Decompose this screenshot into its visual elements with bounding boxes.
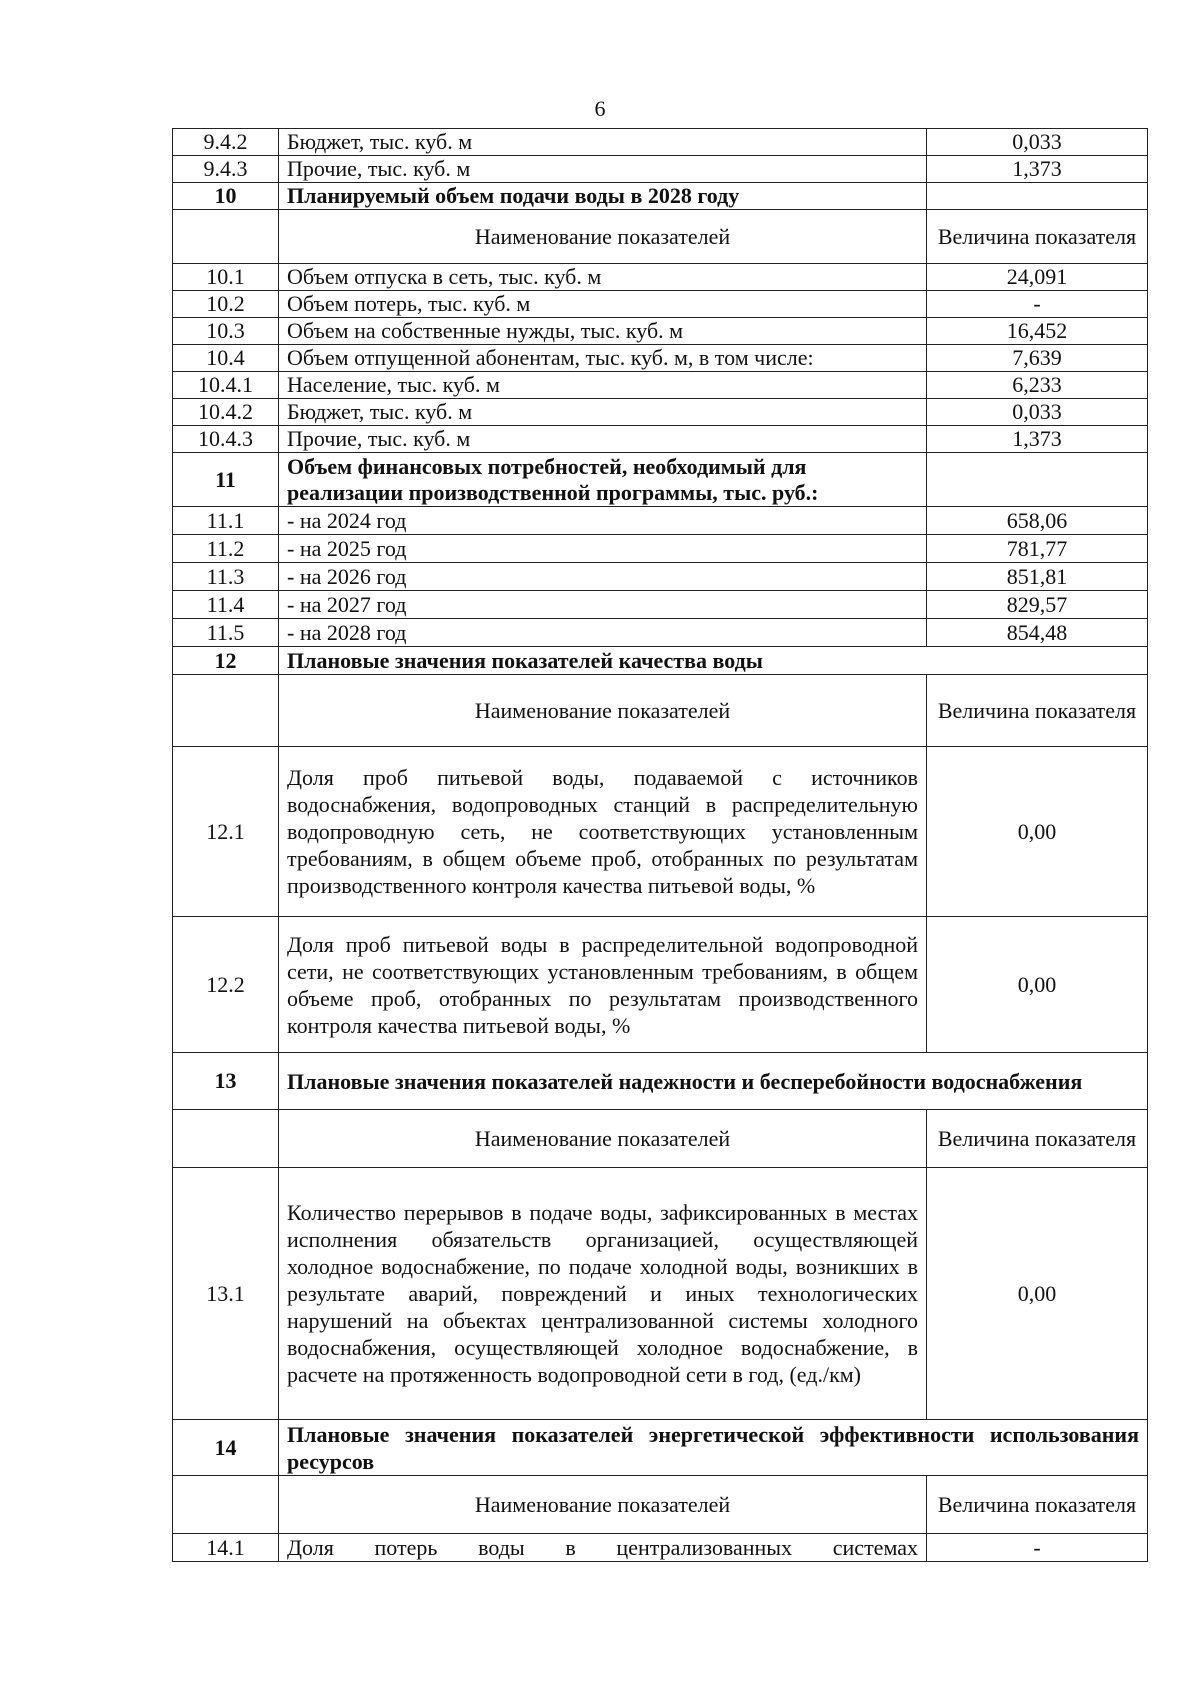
empty-cell — [173, 1110, 279, 1168]
row-value: - — [927, 291, 1148, 318]
section-number: 11 — [173, 453, 279, 507]
row-number: 10.2 — [173, 291, 279, 318]
row-value: 0,033 — [927, 399, 1148, 426]
row-number: 13.1 — [173, 1168, 279, 1420]
row-number: 12.2 — [173, 917, 279, 1053]
row-number: 11.5 — [173, 619, 279, 647]
indicator-table — [172, 128, 1148, 1562]
section-title: Плановые значения показателей энергетической эффективности использования ресурсов — [279, 1420, 1148, 1476]
section-row — [173, 183, 1148, 210]
row-name: Прочие, тыс. куб. м — [279, 426, 927, 453]
section-title: Плановые значения показателей качества воды — [279, 647, 1148, 675]
column-header-name: Наименование показателей — [279, 210, 927, 264]
row-number: 11.2 — [173, 535, 279, 563]
row-name: Количество перерывов в подаче воды, зафиксированных в местах исполнения обязательств организацией, осуществляющей холодное водоснабжение, по подаче холодной воды, возникших в результате аварий, повреждений и иных технологических нарушений на объектах централизованной системы холодного водоснабжения, осуществляющей холодное водоснабжение, в расчете на протяженность водопроводной сети в год, (ед./км) — [279, 1168, 927, 1420]
row-value: 16,452 — [927, 318, 1148, 345]
row-name: Доля проб питьевой воды в распределительной водопроводной сети, не соответствующих установленным требованиям, в общем объеме проб, отобранных по результатам производственного контроля качества питьевой воды, % — [279, 917, 927, 1053]
empty-cell — [173, 210, 279, 264]
table-row — [173, 399, 1148, 426]
table-row — [173, 372, 1148, 399]
table-row — [173, 917, 1148, 1053]
header-row — [173, 210, 1148, 264]
row-number: 9.4.3 — [173, 156, 279, 183]
table-row — [173, 747, 1148, 917]
row-value: 0,00 — [927, 747, 1148, 917]
row-name: - на 2024 год — [279, 507, 927, 535]
page-number: 6 — [594, 96, 606, 121]
table-row — [173, 535, 1148, 563]
table-row — [173, 264, 1148, 291]
row-number: 11.4 — [173, 591, 279, 619]
row-number: 9.4.2 — [173, 129, 279, 156]
row-name: Объем отпущенной абонентам, тыс. куб. м, в том числе: — [279, 345, 927, 372]
row-number: 10.1 — [173, 264, 279, 291]
section-row — [173, 647, 1148, 675]
table-row — [173, 129, 1148, 156]
column-header-value: Величина показателя — [927, 210, 1148, 264]
row-name: - на 2025 год — [279, 535, 927, 563]
row-value: 7,639 — [927, 345, 1148, 372]
row-value: 1,373 — [927, 156, 1148, 183]
row-number: 14.1 — [173, 1534, 279, 1562]
section-number: 12 — [173, 647, 279, 675]
row-number: 10.4.2 — [173, 399, 279, 426]
table-row — [173, 426, 1148, 453]
row-name: Объем на собственные нужды, тыс. куб. м — [279, 318, 927, 345]
column-header-name: Наименование показателей — [279, 1110, 927, 1168]
empty-cell — [927, 183, 1148, 210]
section-row — [173, 453, 1148, 507]
row-name: Доля проб питьевой воды, подаваемой с источников водоснабжения, водопроводных станций в распределительную водопроводную сеть, не соответствующих установленным требованиям, в общем объеме проб, отобранных по результатам производственного контроля качества питьевой воды, % — [279, 747, 927, 917]
table-row — [173, 1534, 1148, 1562]
row-name: - на 2027 год — [279, 591, 927, 619]
row-value: 0,033 — [927, 129, 1148, 156]
row-value: 781,77 — [927, 535, 1148, 563]
row-value: 24,091 — [927, 264, 1148, 291]
section-number: 10 — [173, 183, 279, 210]
column-header-name: Наименование показателей — [279, 1476, 927, 1534]
table-row — [173, 318, 1148, 345]
table-row — [173, 345, 1148, 372]
column-header-name: Наименование показателей — [279, 675, 927, 747]
row-value: 854,48 — [927, 619, 1148, 647]
row-value: 658,06 — [927, 507, 1148, 535]
table-row — [173, 1168, 1148, 1420]
table-row — [173, 591, 1148, 619]
row-name: Объем потерь, тыс. куб. м — [279, 291, 927, 318]
row-number: 10.3 — [173, 318, 279, 345]
row-number: 10.4 — [173, 345, 279, 372]
header-row — [173, 1476, 1148, 1534]
row-name: Бюджет, тыс. куб. м — [279, 129, 927, 156]
table-row — [173, 291, 1148, 318]
row-number: 12.1 — [173, 747, 279, 917]
row-name: Бюджет, тыс. куб. м — [279, 399, 927, 426]
empty-cell — [927, 453, 1148, 507]
column-header-value: Величина показателя — [927, 1476, 1148, 1534]
table-row — [173, 619, 1148, 647]
row-number: 11.3 — [173, 563, 279, 591]
empty-cell — [173, 675, 279, 747]
row-number: 11.1 — [173, 507, 279, 535]
row-number: 10.4.1 — [173, 372, 279, 399]
column-header-value: Величина показателя — [927, 675, 1148, 747]
row-name: - на 2028 год — [279, 619, 927, 647]
row-value: 1,373 — [927, 426, 1148, 453]
column-header-value: Величина показателя — [927, 1110, 1148, 1168]
table-row — [173, 156, 1148, 183]
section-row — [173, 1053, 1148, 1110]
section-row — [173, 1420, 1148, 1476]
row-value: - — [927, 1534, 1148, 1562]
row-value: 851,81 — [927, 563, 1148, 591]
row-value: 829,57 — [927, 591, 1148, 619]
section-title: Плановые значения показателей надежности и бесперебойности водоснабжения — [279, 1053, 1148, 1110]
section-number: 13 — [173, 1053, 279, 1110]
section-title: Объем финансовых потребностей, необходимый для реализации производственной программы, тыс. руб.: — [279, 453, 927, 507]
section-number: 14 — [173, 1420, 279, 1476]
table-row — [173, 507, 1148, 535]
empty-cell — [173, 1476, 279, 1534]
header-row — [173, 675, 1148, 747]
section-title: Планируемый объем подачи воды в 2028 году — [279, 183, 927, 210]
row-number: 10.4.3 — [173, 426, 279, 453]
row-name: Доля потерь воды в централизованных системах — [279, 1534, 927, 1562]
row-name: - на 2026 год — [279, 563, 927, 591]
row-value: 0,00 — [927, 1168, 1148, 1420]
row-value: 6,233 — [927, 372, 1148, 399]
header-row — [173, 1110, 1148, 1168]
row-name: Объем отпуска в сеть, тыс. куб. м — [279, 264, 927, 291]
row-value: 0,00 — [927, 917, 1148, 1053]
row-name: Население, тыс. куб. м — [279, 372, 927, 399]
table-row — [173, 563, 1148, 591]
row-name: Прочие, тыс. куб. м — [279, 156, 927, 183]
